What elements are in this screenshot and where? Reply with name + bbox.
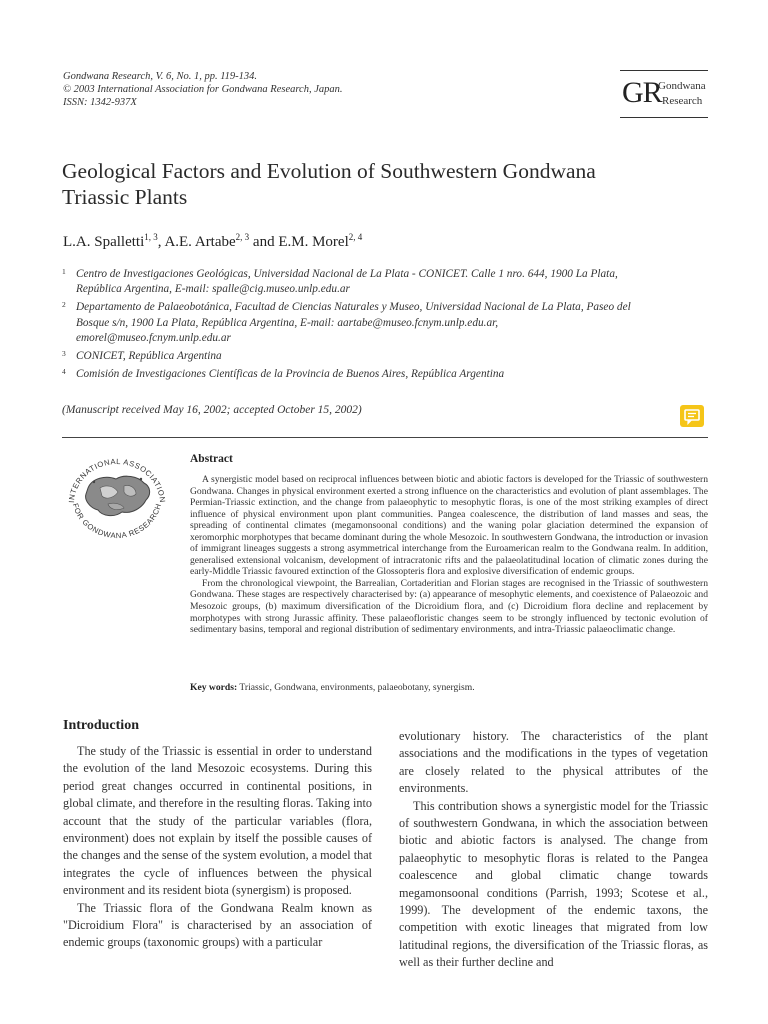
association-seal xyxy=(58,448,176,546)
keywords xyxy=(190,682,708,693)
author-list xyxy=(63,232,362,251)
affiliation-line: CONICET, República Argentina xyxy=(76,350,222,363)
body-column-right xyxy=(399,728,708,972)
affiliation-1 xyxy=(62,267,702,297)
title-line: Geological Factors and Evolution of Southwestern Gondwana xyxy=(62,159,596,183)
svg-text:FOR GONDWANA RESEARCH: FOR GONDWANA RESEARCH xyxy=(70,502,164,541)
author-affiliation-marker: 2, 3 xyxy=(235,232,250,242)
title-line: Triassic Plants xyxy=(62,185,188,209)
copyright-line: © 2003 International Association for Gondwana Research, Japan. xyxy=(63,84,343,95)
affiliation-3 xyxy=(62,349,702,364)
body-paragraph: The Triassic flora of the Gondwana Realm known as "Dicroidium Flora" is characterised by an association of endemic groups (taxonomic groups) with a particular xyxy=(63,900,372,950)
journal-citation xyxy=(63,70,483,109)
author-affiliation-marker: 1, 3 xyxy=(144,232,158,242)
affiliation-line: Comisión de Investigaciones Científicas de la Provincia de Buenos Aires, República Argentina xyxy=(76,368,505,381)
affiliations xyxy=(62,267,702,385)
abstract-paragraph: A synergistic model based on reciprocal influences between biotic and abiotic factors is developed for the Triassic of southwestern Gondwana. Changes in physical environment exerted a strong influence on the characteristics and evolution of plant assemblages. The Permian-Triassic extinction, and the change from palaeophytic to mesophytic floras, is one of the most striking examples of direct influence of physical environment upon plant communities. Pangea coalescence, the distribution of land masses and seas, the spreading of continental climates (megamonsoonal conditions) and the waning polar glaciation determined the expansion of xeromorphic morphotypes that became dominant during the whole Mesozoic. In southwestern Gondwana, the introduction or invasion of immigrant lineages suggests a strong asymmetrical interchange from the Euroamerican realm to the Gondwana realm. In addition, generalised extensional volcanism, development of intracratonic rifts and the palaeolatitudinal location of climatic zones during the early-Middle Triassic favoured extinction of the Glossopteris flora and explosive diversification of endemic groups. xyxy=(190,474,708,578)
body-paragraph: evolutionary history. The characteristics of the plant associations and the modifications in the types of vegetation are closely related to the physical attributes of the environments. xyxy=(399,729,708,796)
keywords-list: Triassic, Gondwana, environments, palaeobotany, synergism. xyxy=(239,682,475,693)
paper-title xyxy=(62,158,722,210)
affiliation-line: República Argentina, E-mail: spalle@cig.museo.unlp.edu.ar xyxy=(76,283,350,296)
keywords-label: Key words: xyxy=(190,682,238,693)
section-divider xyxy=(62,437,708,438)
abstract-heading: Abstract xyxy=(190,453,233,465)
body-paragraph: The study of the Triassic is essential in order to understand the evolution of the land Mesozoic ecosystems. During this period great changes occurred in continental positions, in global climate, and therefore in the resulting floras. Taking into account that the study of the particular variables (flora, environment) does not explain by itself the possible causes of the changes and the sense of the system evolution, a model that integrates the cycle of influences between the physical environment and its resident biota (synergism) is proposed. xyxy=(63,744,372,898)
author-separator: and xyxy=(249,234,279,250)
gondwana-research-logo xyxy=(620,70,708,118)
note-icon[interactable] xyxy=(680,405,704,427)
affiliation-4 xyxy=(62,367,702,382)
author-name: L.A. Spalletti xyxy=(63,234,145,250)
author-name: E.M. Morel xyxy=(278,234,349,250)
affiliation-line: Departamento de Palaeobotánica, Facultad de Ciencias Naturales y Museo, Universidad Nacional de La Plata, Paseo del xyxy=(76,301,631,314)
affiliation-number: 1 xyxy=(62,267,66,276)
introduction-heading: Introduction xyxy=(63,718,139,733)
issn-line: ISSN: 1342-937X xyxy=(63,97,137,108)
abstract-paragraph: From the chronological viewpoint, the Barrealian, Cortaderitian and Florian stages are recognised in the Triassic of southwestern Gondwana. These stages are respectively characterised by: (a) appearance of mesophytic elements, and coexistence of Palaeozoic and Mesozoic groups, (b) maximum diversification of the Dicroidium flora, and (c) Dicroidium flora decline and replacement by morphotypes with strong Jurassic affinity. These palaeofloristic changes seem to be strongly influenced by tectonic evolution of sedimentary basins, temporal and regional distribution of sedimentary environments, and intra-Triassic palaeoclimatic change. xyxy=(190,577,708,636)
logo-letters: GR xyxy=(622,76,662,109)
journal-volume-line: Gondwana Research, V. 6, No. 1, pp. 119-134. xyxy=(63,71,258,82)
note-glyph xyxy=(680,405,704,427)
affiliation-number: 4 xyxy=(62,367,66,377)
affiliation-line: Centro de Investigaciones Geológicas, Universidad Nacional de La Plata - CONICET. Calle 1 nro. 644, 1900 La Plata, xyxy=(76,268,618,280)
author-separator: , xyxy=(157,234,165,250)
abstract-text xyxy=(190,474,708,636)
affiliation-number: 3 xyxy=(62,349,66,359)
body-column-left xyxy=(63,743,372,952)
author-affiliation-marker: 2, 4 xyxy=(348,232,363,242)
manuscript-dates: (Manuscript received May 16, 2002; accepted October 15, 2002) xyxy=(62,404,362,416)
logo-word-gondwana: Gondwana xyxy=(658,80,706,92)
affiliation-2 xyxy=(62,300,702,346)
logo-word-research: Research xyxy=(662,95,703,107)
affiliation-line: emorel@museo.fcnym.unlp.edu.ar xyxy=(76,331,231,344)
affiliation-number: 2 xyxy=(62,300,66,310)
svg-text:INTERNATIONAL ASSOCIATION: INTERNATIONAL ASSOCIATION xyxy=(67,456,168,504)
affiliation-line: Bosque s/n, 1900 La Plata, República Argentina, E-mail: aartabe@museo.fcnym.unlp.edu.ar, xyxy=(76,316,499,329)
body-paragraph: This contribution shows a synergistic model for the Triassic of southwestern Gondwana, in which the association between biotic and abiotic factors is analysed. The change from palaeophytic to mesophytic floras is related to the Pangea coalescence and global climatic change towards megamonsoonal conditions (Parrish, 1993; Scotese et al., 1999). The development of the endemic taxons, the competition with exotic lineages that migrated from low latitudinal regions, the diversification of the Triassic floras, as well as their further decline and xyxy=(399,798,708,970)
author-name: A.E. Artabe xyxy=(164,234,236,250)
